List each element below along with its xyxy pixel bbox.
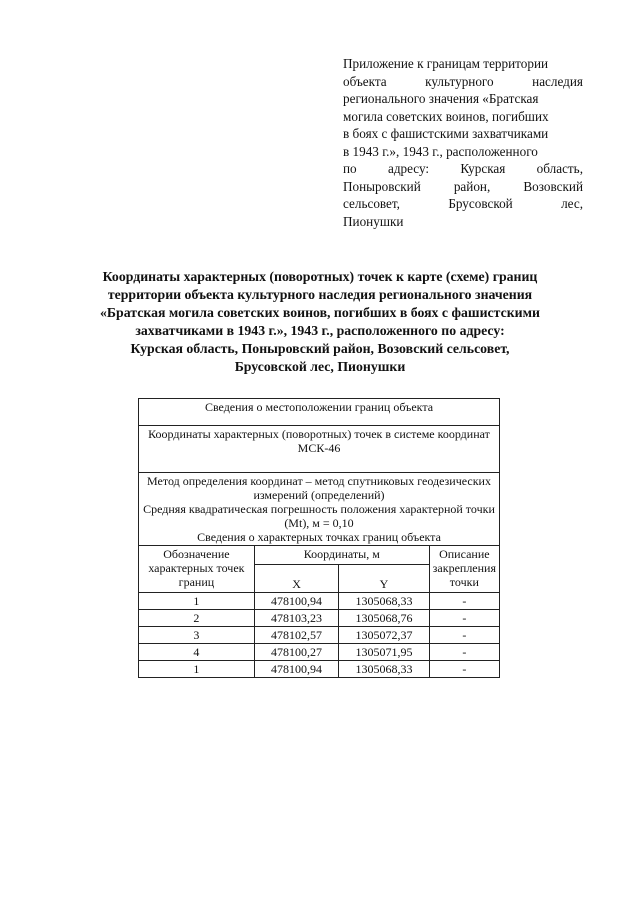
- heading-line: захватчиками в 1943 г.», 1943 г., расположенного по адресу:: [135, 323, 505, 338]
- points-info-text: Сведения о характерных точках границ объекта: [197, 530, 441, 544]
- heading-line: Курская область, Поныровский район, Возовский сельсовет,: [130, 341, 510, 356]
- appendix-line: Приложение к границам территории: [343, 56, 549, 71]
- point-id: 4: [139, 644, 255, 661]
- point-desc: -: [429, 661, 499, 678]
- appendix-note: [343, 55, 583, 230]
- method-text: Метод определения координат – метод спутниковых геодезических измерений (определений): [147, 474, 491, 502]
- appendix-line: по адресу: Курская область,: [343, 161, 583, 176]
- point-desc: -: [429, 644, 499, 661]
- appendix-line: объекта культурного наследия: [343, 73, 583, 89]
- coord-y: 1305072,37: [339, 627, 429, 644]
- table-row: [139, 661, 500, 678]
- appendix-line: могила советских воинов, погибших: [343, 108, 549, 124]
- appendix-line: в боях с фашистскими захватчиками: [343, 126, 549, 141]
- coord-y: 1305071,95: [339, 644, 429, 661]
- point-id: 1: [139, 593, 255, 610]
- appendix-line: в 1943 г.», 1943 г., расположенного: [343, 143, 538, 159]
- accuracy-text: Средняя квадратическая погрешность положения характерной точки (Mt), м = 0,10: [143, 502, 495, 530]
- heading-line: Брусовской лес, Пионушки: [234, 359, 406, 374]
- coordinate-system: Координаты характерных (поворотных) точек в системе координат МСК-46: [139, 426, 500, 473]
- table-row: [139, 627, 500, 644]
- table-row: [139, 593, 500, 610]
- appendix-line: Поныровский район, Возовский: [343, 178, 583, 194]
- coord-x: 478100,27: [254, 644, 338, 661]
- coordinates-table: [138, 398, 500, 678]
- table-row: [139, 644, 500, 661]
- point-id: 3: [139, 627, 255, 644]
- point-desc: -: [429, 610, 499, 627]
- heading-line: Координаты характерных (поворотных) точек к карте (схеме) границ: [102, 269, 538, 284]
- coord-y: 1305068,76: [339, 610, 429, 627]
- point-id: 2: [139, 610, 255, 627]
- col-point-header: Обозначение характерных точек границ: [139, 546, 255, 593]
- heading-line: «Братская могила советских воинов, погибших в боях с фашистскими: [100, 305, 540, 320]
- col-desc-header: Описание закрепления точки: [429, 546, 499, 593]
- coord-x: 478102,57: [254, 627, 338, 644]
- document-heading: [90, 268, 550, 376]
- table-title: Сведения о местоположении границ объекта: [139, 399, 500, 426]
- coord-y: 1305068,33: [339, 593, 429, 610]
- col-x-header: X: [254, 565, 338, 593]
- appendix-line: сельсовет, Брусовской лес,: [343, 196, 583, 211]
- coord-y: 1305068,33: [339, 661, 429, 678]
- table-row: [139, 610, 500, 627]
- coord-x: 478103,23: [254, 610, 338, 627]
- coord-x: 478100,94: [254, 661, 338, 678]
- col-coords-header: Координаты, м: [254, 546, 429, 565]
- appendix-line: Пионушки: [343, 213, 404, 229]
- point-desc: -: [429, 593, 499, 610]
- col-y-header: Y: [339, 565, 429, 593]
- method-cell: [139, 473, 500, 546]
- coord-x: 478100,94: [254, 593, 338, 610]
- heading-line: территории объекта культурного наследия регионального значения: [107, 287, 533, 302]
- point-desc: -: [429, 627, 499, 644]
- point-id: 1: [139, 661, 255, 678]
- appendix-line: регионального значения «Братская: [343, 91, 539, 106]
